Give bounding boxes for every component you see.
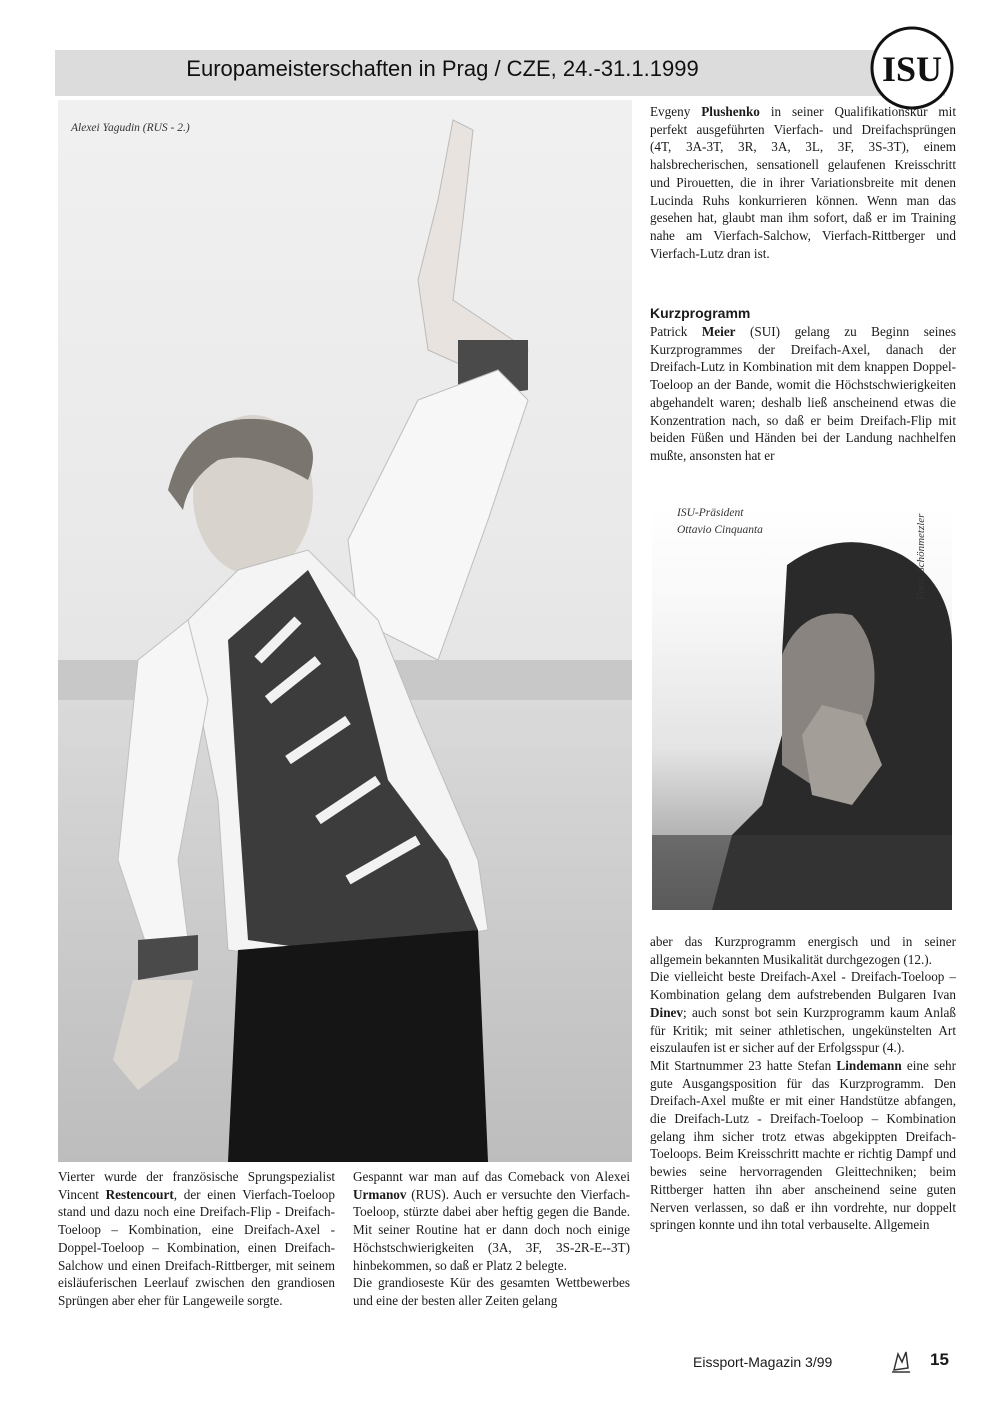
isu-logo <box>868 24 956 112</box>
photo-president <box>652 505 952 910</box>
page-title: Europameisterschaften in Prag / CZE, 24.-31.1.1999 <box>186 56 699 81</box>
article-column-right-top: Evgeny Plushenko in seiner Qualifikationskür mit perfekt ausgeführten Vierfach- und Dreifachsprüngen (4T, 3A-3T, 3R, 3A, 3L, 3F, 3S-3T), einem halsbrecherischen, sensationell gelaufenen Kreisschritt und Pirouetten, die in ihrer Variationsbreite mit denen Lucinda Ruhs konkurrieren können. Wenn man das gesehen hat, glaubt man ihm sofort, daß er im Training nahe am Vierfach-Salchow, Vierfach-Rittberger und Vierfach-Lutz dran ist. <box>650 104 956 261</box>
section-heading-kurzprogramm: Kurzprogramm <box>650 305 751 321</box>
photo-caption-president: ISU-Präsident Ottavio Cinquanta <box>677 507 763 536</box>
photo-caption-yagudin: Alexei Yagudin (RUS - 2.) <box>71 122 190 134</box>
article-column-left: Vierter wurde der französische Sprungspezialist Vincent Restencourt, der einen Vierfach-Toeloop stand und dazu noch eine Dreifach-Flip - Dreifach-Toeloop – Kombination, eine Dreifach-Axel - Doppel-Toeloop – Kombination, einen Dreifach-Salchow und einen Dreifach-Rittberger, mit seinem eisläuferischen Leerlauf zwischen den grandiosen Sprüngen aber eher für Langeweile sorgte. <box>58 1169 335 1308</box>
photo-skater <box>58 100 632 1162</box>
photo-credit: Foto: Schönmetzler <box>915 513 927 600</box>
article-column-middle: Gespannt war man auf das Comeback von Alexei Urmanov (RUS). Auch er versuchte den Vierfach-Toeloop, stürzte dabei aber heftig gegen die Bande. Mit seiner Routine hat er dann doch noch einige Höchstschwierigkeiten (3A, 3F, 3S-2R-E--3T) hinbekommen, so daß er Platz 2 belegte. Die grandioseste Kür des gesamten Wettbewerbes und eine der besten aller Zeiten gelang <box>353 1169 630 1308</box>
article-column-right-kurzprogramm: Patrick Meier (SUI) gelang zu Beginn seines Kurzprogrammes der Dreifach-Axel, danach der Dreifach-Lutz in Kombination mit dem knappen Doppel-Toeloop an der Bande, womit die Höchstschwierigkeiten abgehandelt waren; deshalb ließ anscheinend etwas die Konzentration nach, so daß er beim Dreifach-Flip mit beiden Füßen und Händen bei der Landung nachhelfen mußte, ansonsten hat er <box>650 324 956 463</box>
footer-magazine: Eissport-Magazin 3/99 <box>693 1354 833 1370</box>
mascot-icon <box>888 1348 914 1374</box>
svg-text:ISU: ISU <box>881 49 943 89</box>
skater-illustration <box>58 100 632 1162</box>
article-column-right-bottom: aber das Kurzprogramm energisch und in seiner allgemein bekannten Musikalität durchgezogen (12.). Die vielleicht beste Dreifach-Axel - Dreifach-Toeloop – Kombination gelang dem aufstrebenden Bulgaren Ivan Dinev; auch sonst bot sein Kurzprogramm kaum Anlaß für Kritik; mit seiner athletischen, ungekünstelten Art eiszulaufen ist er sicher auf der Erfolgsspur (4.). Mit Startnummer 23 hatte Stefan Lindemann eine sehr gute Ausgangsposition für das Kurzprogramm. Den Dreifach-Axel mußte er mit einer Handstütze abfangen, die Dreifach-Lutz - Dreifach-Toeloop – Kombination gelang ihm sicher trotz etwas abgekippten Dreifach-Toeloops. Beim Kreisschritt machte er richtig Dampf und bewies seine hervorragenden Gleittechniken; beim Rittberger hatten ihn aber anscheinend seine guten Nerven verlassen, so daß er ihn vordrehte, nur doppelt springen konnte und ihn total verbauselte. Allgemein <box>650 934 956 1233</box>
page-number: 15 <box>930 1350 949 1369</box>
president-illustration <box>652 505 952 910</box>
